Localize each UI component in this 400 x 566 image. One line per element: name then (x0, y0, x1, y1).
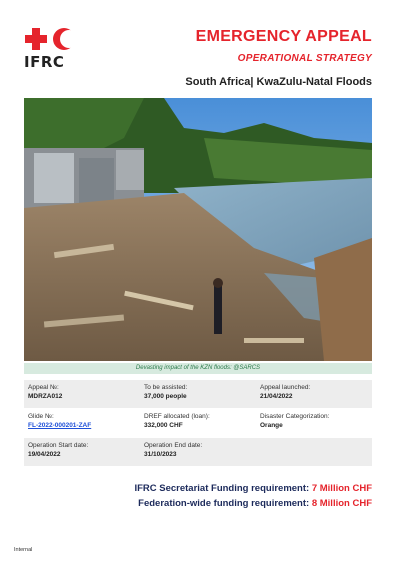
assisted-value: 37,000 people (144, 393, 187, 400)
dref-value: 332,000 CHF (144, 422, 183, 429)
region-heading: South Africa| KwaZulu-Natal Floods (185, 76, 372, 88)
disaster-label: Disaster Categorization: (260, 413, 330, 420)
flood-photo (24, 98, 372, 361)
federation-funding-amount: 8 Million CHF (311, 498, 372, 509)
appeal-number-value: MDRZA012 (28, 393, 63, 400)
disaster-value: Orange (260, 422, 283, 429)
disaster-cell (256, 409, 372, 437)
secretariat-funding-label: IFRC Secretariat Funding requirement: (134, 483, 310, 494)
funding-requirements (134, 481, 372, 511)
federation-funding-label: Federation-wide funding requirement: (138, 498, 310, 509)
op-start-label: Operation Start date: (28, 442, 89, 449)
photo-caption: Devasting impact of the KZN floods: @SARCS (24, 363, 372, 374)
appeal-number-label: Appeal №: (28, 384, 59, 391)
launched-value: 21/04/2022 (260, 393, 293, 400)
op-end-cell (140, 438, 256, 466)
page-subtitle: OPERATIONAL STRATEGY (237, 53, 372, 64)
info-row (24, 437, 372, 466)
glide-label: Glide №: (28, 413, 54, 420)
ifrc-logo (24, 27, 80, 71)
empty-cell (256, 438, 372, 466)
op-end-label: Operation End date: (144, 442, 203, 449)
appeal-number-cell (24, 380, 140, 408)
glide-cell (24, 409, 140, 437)
dref-label: DREF allocated (loan): (144, 413, 210, 420)
launched-label: Appeal launched: (260, 384, 311, 391)
info-row (24, 379, 372, 408)
appeal-info-table (24, 379, 372, 466)
glide-link[interactable]: FL-2022-000201-ZAF (28, 422, 92, 429)
dref-cell (140, 409, 256, 437)
info-row (24, 408, 372, 437)
op-start-cell (24, 438, 140, 466)
assisted-cell (140, 380, 256, 408)
assisted-label: To be assisted: (144, 384, 188, 391)
launched-cell (256, 380, 372, 408)
federation-funding (134, 496, 372, 511)
secretariat-funding-amount: 7 Million CHF (311, 483, 372, 494)
classification-footer: Internal (14, 547, 33, 553)
secretariat-funding (134, 481, 372, 496)
logo-text: IFRC (24, 53, 65, 71)
red-cross-crescent-icon (24, 27, 76, 51)
op-start-value: 19/04/2022 (28, 451, 61, 458)
op-end-value: 31/10/2023 (144, 451, 177, 458)
page-title: EMERGENCY APPEAL (195, 28, 372, 45)
